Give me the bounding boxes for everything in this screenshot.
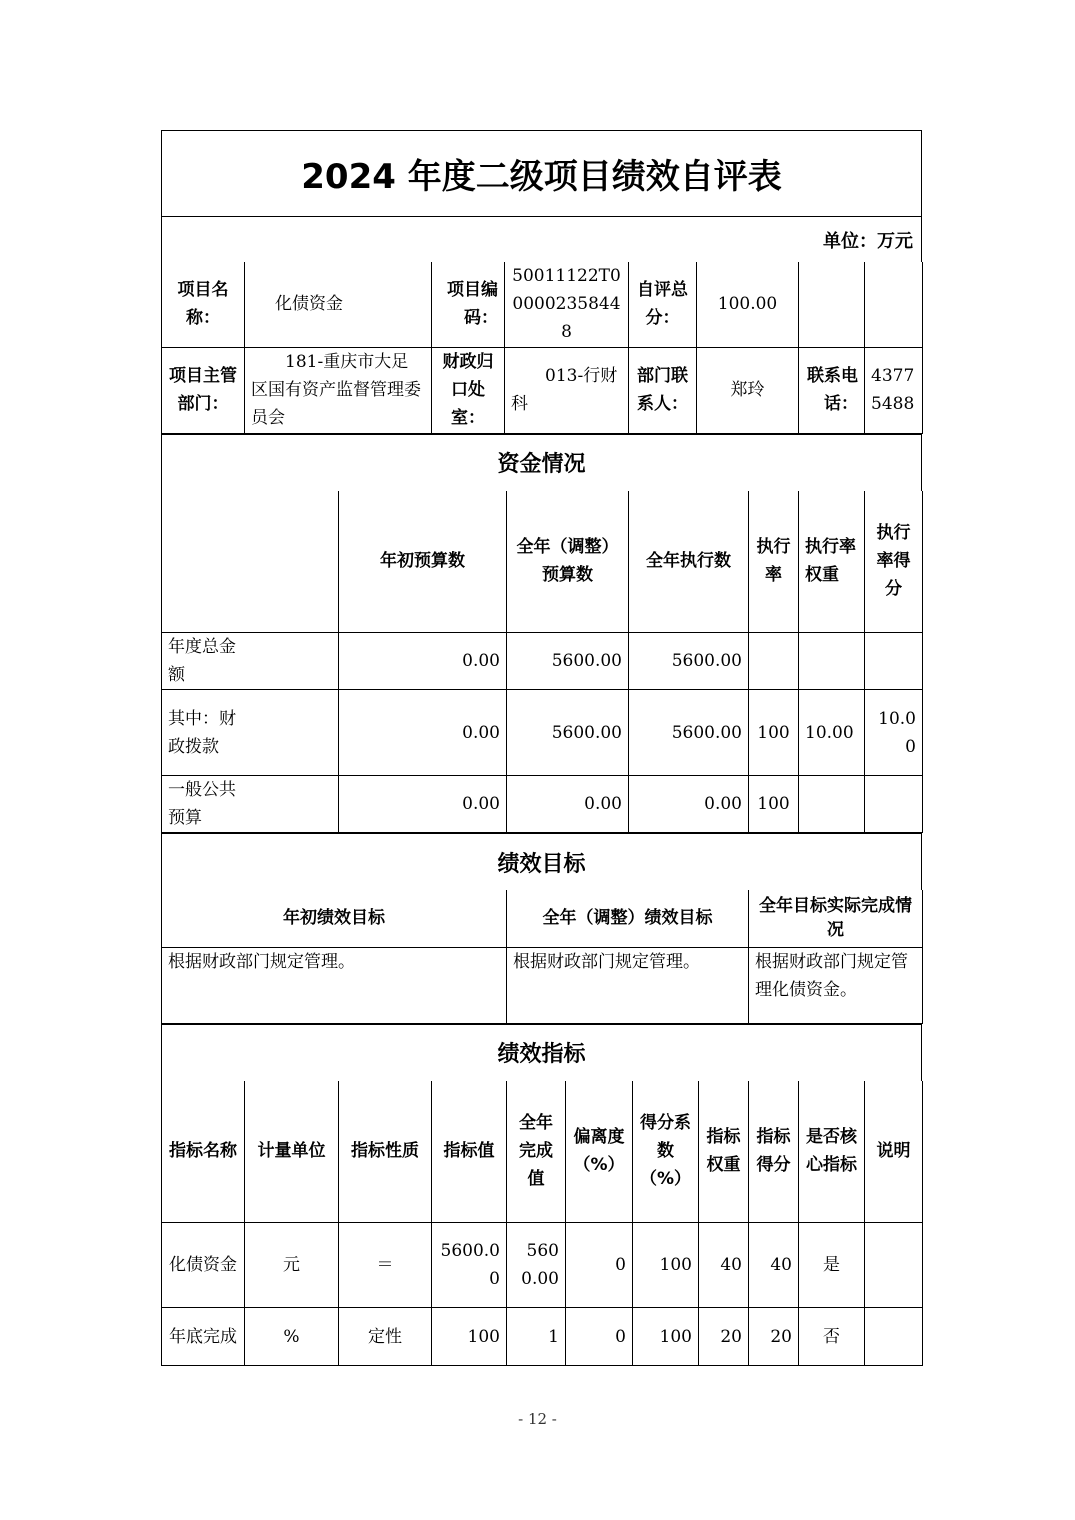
self-score-label: 自评总分： [629, 262, 697, 347]
funds-score [865, 633, 923, 690]
goal-actual: 根据财政部门规定管理化债资金。 [749, 947, 923, 1023]
ind-header-note: 说明 [865, 1081, 923, 1223]
finance-office: 013-行财科 [505, 347, 629, 433]
phone-label: 联系电话： [799, 347, 865, 433]
blank-cell [865, 262, 923, 347]
funds-header-weight: 执行率权重 [799, 491, 865, 633]
ind-score: 20 [749, 1308, 799, 1366]
funds-row-name: 一般公共预算 [162, 776, 339, 833]
ind-note [865, 1308, 923, 1366]
page-number: - 12 - [518, 1410, 557, 1428]
ind-coef: 100 [633, 1223, 699, 1308]
ind-unit: % [245, 1308, 339, 1366]
funds-executed: 5600.00 [629, 690, 749, 776]
goal-adjusted: 根据财政部门规定管理。 [507, 947, 749, 1023]
contact-label: 部门联系人： [629, 347, 697, 433]
funds-table [161, 491, 923, 834]
ind-header-deviation: 偏离度（%） [566, 1081, 633, 1223]
phone-number: 43775488 [865, 347, 923, 433]
project-code-label: 项目编码： [432, 262, 505, 347]
ind-coef: 100 [633, 1308, 699, 1366]
funds-header-rate: 执行率 [749, 491, 799, 633]
goals-header-initial: 年初绩效目标 [162, 890, 507, 947]
ind-value: 100 [432, 1308, 507, 1366]
funds-section-title: 资金情况 [161, 434, 922, 491]
goals-header-actual: 全年目标实际完成情况 [749, 890, 923, 947]
ind-score: 40 [749, 1223, 799, 1308]
project-info-table [161, 262, 923, 434]
funds-initial: 0.00 [339, 633, 507, 690]
blank-cell [162, 491, 339, 633]
ind-header-score: 指标得分 [749, 1081, 799, 1223]
funds-adjusted: 0.00 [507, 776, 629, 833]
funds-rate: 100 [749, 690, 799, 776]
ind-value: 5600.00 [432, 1223, 507, 1308]
funds-executed: 5600.00 [629, 633, 749, 690]
funds-weight [799, 633, 865, 690]
funds-header-score: 执行率得分 [865, 491, 923, 633]
evaluation-form [161, 130, 922, 1366]
ind-nature: 定性 [339, 1308, 432, 1366]
funds-header-adjusted: 全年（调整）预算数 [507, 491, 629, 633]
finance-office-label: 财政归口处室： [432, 347, 505, 433]
dept-name: 181-重庆市大足区国有资产监督管理委员会 [245, 347, 432, 433]
blank-cell [799, 262, 865, 347]
ind-actual: 1 [507, 1308, 566, 1366]
dept-label: 项目主管部门： [162, 347, 245, 433]
ind-header-name: 指标名称 [162, 1081, 245, 1223]
funds-weight: 10.00 [799, 690, 865, 776]
ind-header-weight: 指标权重 [699, 1081, 749, 1223]
funds-weight [799, 776, 865, 833]
ind-header-actual: 全年完成值 [507, 1081, 566, 1223]
funds-header-initial: 年初预算数 [339, 491, 507, 633]
funds-rate [749, 633, 799, 690]
ind-header-nature: 指标性质 [339, 1081, 432, 1223]
self-score: 100.00 [697, 262, 799, 347]
ind-core: 否 [799, 1308, 865, 1366]
funds-header-executed: 全年执行数 [629, 491, 749, 633]
goals-header-adjusted: 全年（调整）绩效目标 [507, 890, 749, 947]
unit-label: 单位：万元 [161, 216, 922, 262]
funds-row-name: 年度总金额 [162, 633, 339, 690]
ind-nature: ＝ [339, 1223, 432, 1308]
funds-adjusted: 5600.00 [507, 633, 629, 690]
ind-unit: 元 [245, 1223, 339, 1308]
goals-table [161, 890, 923, 1024]
funds-score: 10.00 [865, 690, 923, 776]
funds-adjusted: 5600.00 [507, 690, 629, 776]
ind-name: 年底完成 [162, 1308, 245, 1366]
indicators-section-title: 绩效指标 [161, 1024, 922, 1081]
funds-initial: 0.00 [339, 776, 507, 833]
ind-header-coef: 得分系数（%） [633, 1081, 699, 1223]
contact-name: 郑玲 [697, 347, 799, 433]
indicators-table [161, 1081, 923, 1367]
ind-name: 化债资金 [162, 1223, 245, 1308]
ind-note [865, 1223, 923, 1308]
goal-initial: 根据财政部门规定管理。 [162, 947, 507, 1023]
project-code: 50011122T000002358448 [505, 262, 629, 347]
project-name-label: 项目名称： [162, 262, 245, 347]
funds-score [865, 776, 923, 833]
funds-executed: 0.00 [629, 776, 749, 833]
ind-weight: 20 [699, 1308, 749, 1366]
ind-core: 是 [799, 1223, 865, 1308]
ind-header-value: 指标值 [432, 1081, 507, 1223]
ind-weight: 40 [699, 1223, 749, 1308]
project-name: 化债资金 [245, 262, 432, 347]
ind-actual: 5600.00 [507, 1223, 566, 1308]
goals-section-title: 绩效目标 [161, 833, 922, 890]
funds-rate: 100 [749, 776, 799, 833]
ind-deviation: 0 [566, 1223, 633, 1308]
document-title: 2024 年度二级项目绩效自评表 [161, 130, 922, 216]
funds-row-name: 其中：财政拨款 [162, 690, 339, 776]
ind-deviation: 0 [566, 1308, 633, 1366]
funds-initial: 0.00 [339, 690, 507, 776]
ind-header-core: 是否核心指标 [799, 1081, 865, 1223]
ind-header-unit: 计量单位 [245, 1081, 339, 1223]
